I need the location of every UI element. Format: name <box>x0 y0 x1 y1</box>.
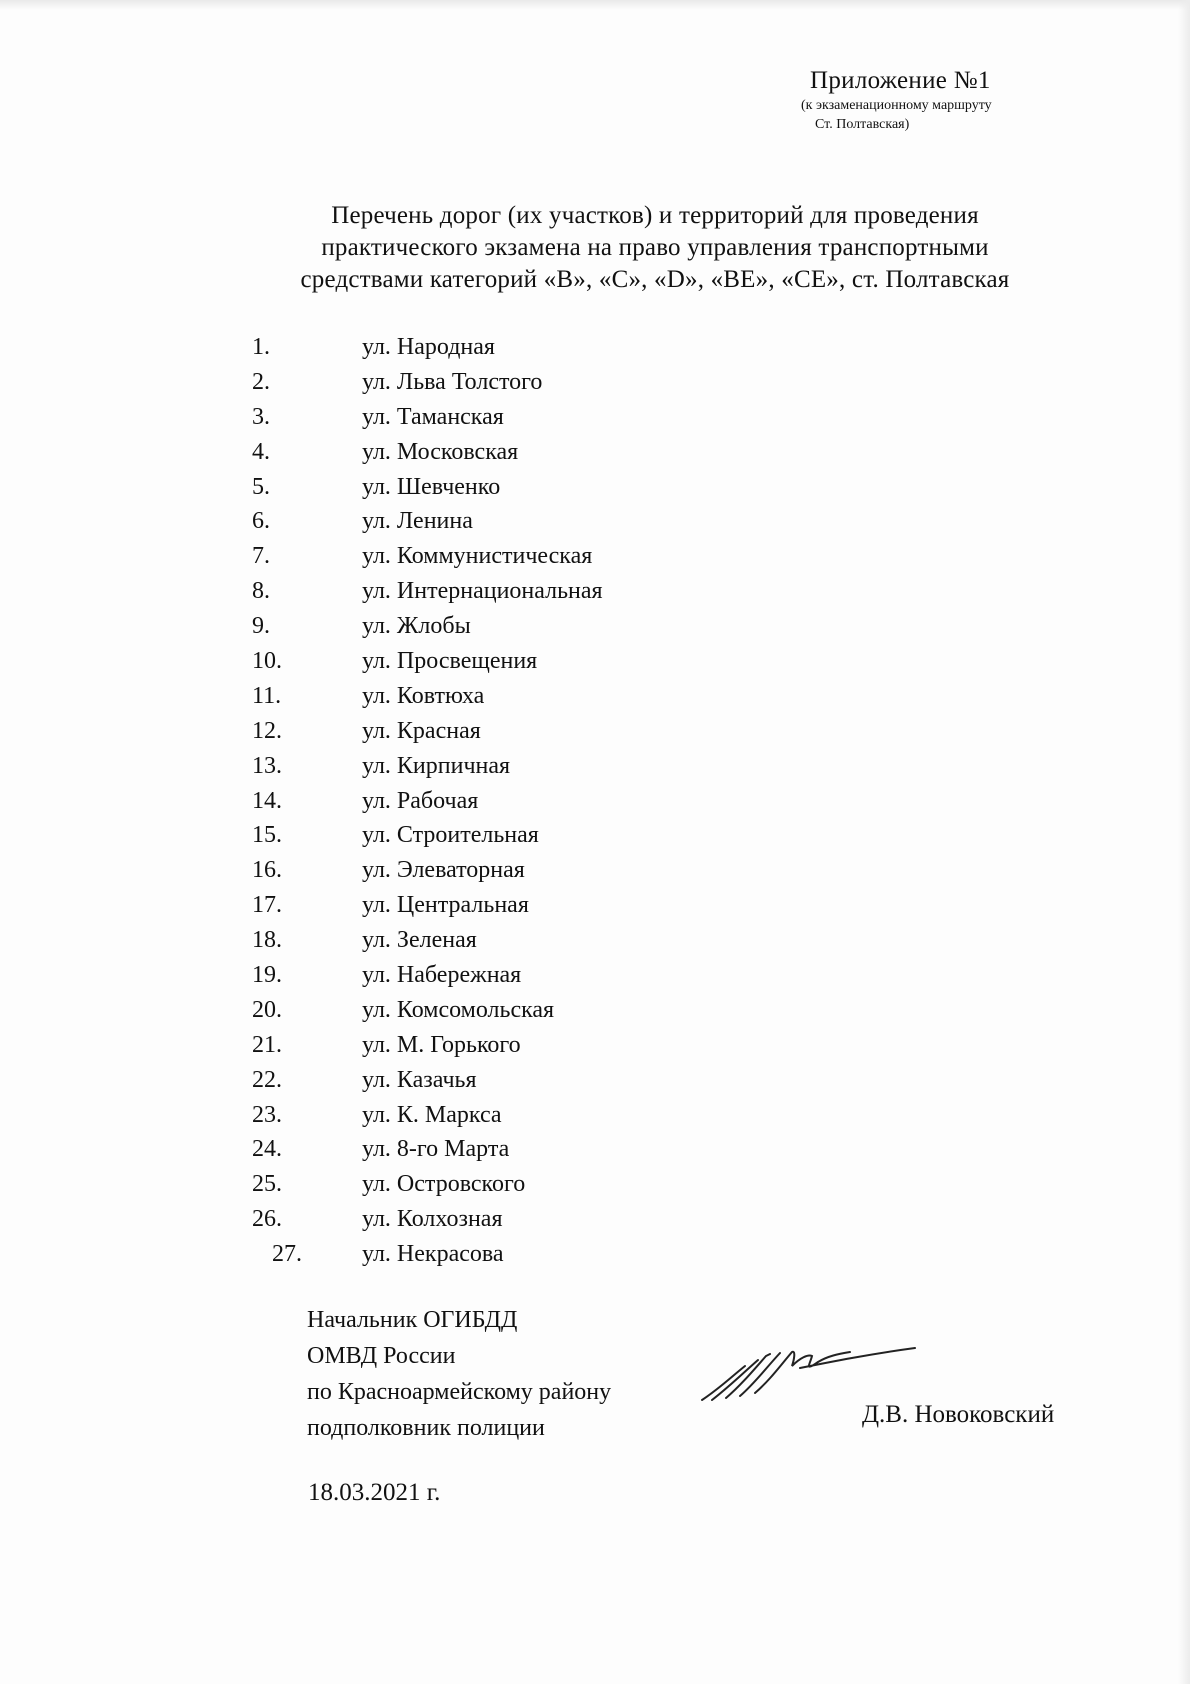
street-list-item <box>252 993 752 1028</box>
document-title-line: Перечень дорог (их участков) и территорий для проведения <box>331 202 979 229</box>
street-list-item <box>252 1237 752 1272</box>
street-list-item <box>252 749 752 784</box>
street-name: ул. Московская <box>362 438 519 465</box>
street-number: 14. <box>252 787 282 814</box>
signatory-position-line: подполковник полиции <box>307 1415 545 1441</box>
street-list-item <box>252 958 752 993</box>
street-name: ул. Строительная <box>362 822 539 849</box>
street-number: 13. <box>252 752 282 779</box>
street-name: ул. Шевченко <box>362 473 501 500</box>
street-name: ул. 8-го Марта <box>362 1136 510 1163</box>
street-number: 15. <box>252 822 282 849</box>
street-number: 8. <box>252 578 270 605</box>
street-number: 1. <box>252 334 270 360</box>
street-name: ул. Народная <box>362 334 495 360</box>
street-name: ул. Ковтюха <box>362 682 485 709</box>
scan-edge-right <box>1178 0 1190 1684</box>
street-name: ул. К. Маркса <box>362 1101 502 1128</box>
street-number: 25. <box>252 1171 282 1198</box>
street-name: ул. Островского <box>362 1171 526 1198</box>
street-number: 11. <box>252 682 282 709</box>
appendix-subtitle-line2: Ст. Полтавская) <box>815 117 910 132</box>
street-number: 7. <box>252 543 270 570</box>
appendix-header <box>801 66 1110 134</box>
street-list-item <box>252 504 752 539</box>
street-name: ул. Комсомольская <box>362 996 555 1023</box>
street-list-item <box>252 714 752 749</box>
street-name: ул. Коммунистическая <box>362 543 593 570</box>
document-title <box>240 200 1070 296</box>
street-number: 2. <box>252 368 270 395</box>
street-name: ул. Некрасова <box>362 1241 504 1268</box>
signatory-position <box>307 1302 611 1446</box>
street-number: 27. <box>272 1241 302 1268</box>
street-list-item <box>252 784 752 819</box>
street-number: 4. <box>252 438 270 465</box>
street-name: ул. Набережная <box>362 962 522 989</box>
document-title-line: практического экзамена на право управления транспортными <box>321 234 989 261</box>
street-list-item <box>252 644 752 679</box>
street-name: ул. Колхозная <box>362 1206 503 1233</box>
document-date: 18.03.2021 г. <box>308 1479 441 1506</box>
street-list-item <box>252 435 752 470</box>
street-list <box>252 330 752 1272</box>
street-list-item <box>252 923 752 958</box>
street-list-item <box>252 679 752 714</box>
street-number: 23. <box>252 1101 282 1128</box>
street-number: 6. <box>252 508 270 535</box>
street-number: 22. <box>252 1066 282 1093</box>
street-number: 12. <box>252 717 282 744</box>
street-name: ул. Интернациональная <box>362 578 603 605</box>
handwritten-signature <box>700 1338 920 1408</box>
street-list-item <box>252 1098 752 1133</box>
street-name: ул. Ленина <box>362 508 473 535</box>
street-name: ул. Жлобы <box>362 613 471 640</box>
street-name: ул. Таманская <box>362 403 504 430</box>
street-list-item <box>252 330 752 365</box>
signer-name: Д.В. Новоковский <box>862 1401 1055 1428</box>
signatory-position-line: по Красноармейскому району <box>307 1379 612 1405</box>
street-list-item <box>252 365 752 400</box>
street-list-item <box>252 539 752 574</box>
street-number: 9. <box>252 613 270 640</box>
street-number: 18. <box>252 927 282 954</box>
street-list-item <box>252 470 752 505</box>
street-list-item <box>252 1063 752 1098</box>
street-list-item <box>252 400 752 435</box>
street-number: 5. <box>252 473 270 500</box>
street-list-item <box>252 609 752 644</box>
street-name: ул. М. Горького <box>362 1031 521 1058</box>
street-number: 21. <box>252 1031 282 1058</box>
street-list-item <box>252 1028 752 1063</box>
street-list-item <box>252 888 752 923</box>
street-number: 24. <box>252 1136 282 1163</box>
street-list-item <box>252 1167 752 1202</box>
street-name: ул. Просвещения <box>362 648 538 675</box>
signatory-position-line: ОМВД России <box>307 1343 456 1369</box>
street-list-item <box>252 853 752 888</box>
street-number: 26. <box>252 1206 282 1233</box>
document-title-line: средствами категорий «В», «С», «D», «ВЕ», «СЕ», ст. Полтавская <box>300 266 1010 293</box>
scan-edge-top <box>0 0 1190 10</box>
signatory-position-line: Начальник ОГИБДД <box>307 1307 518 1333</box>
street-name: ул. Льва Толстого <box>362 368 543 395</box>
street-list-item <box>252 1202 752 1237</box>
street-number: 16. <box>252 857 282 884</box>
street-name: ул. Элеваторная <box>362 857 525 884</box>
street-number: 3. <box>252 403 270 430</box>
street-number: 17. <box>252 892 282 919</box>
street-name: ул. Зеленая <box>362 927 477 954</box>
street-name: ул. Центральная <box>362 892 529 919</box>
street-list-item <box>252 1132 752 1167</box>
street-name: ул. Красная <box>362 717 481 744</box>
street-name: ул. Рабочая <box>362 787 479 814</box>
street-number: 20. <box>252 996 282 1023</box>
appendix-title: Приложение №1 <box>810 67 991 94</box>
street-name: ул. Казачья <box>362 1066 477 1093</box>
street-name: ул. Кирпичная <box>362 752 511 779</box>
street-number: 10. <box>252 648 282 675</box>
street-list-item <box>252 818 752 853</box>
street-number: 19. <box>252 962 282 989</box>
appendix-subtitle-line1: (к экзаменационному маршруту <box>801 98 992 113</box>
street-list-item <box>252 574 752 609</box>
